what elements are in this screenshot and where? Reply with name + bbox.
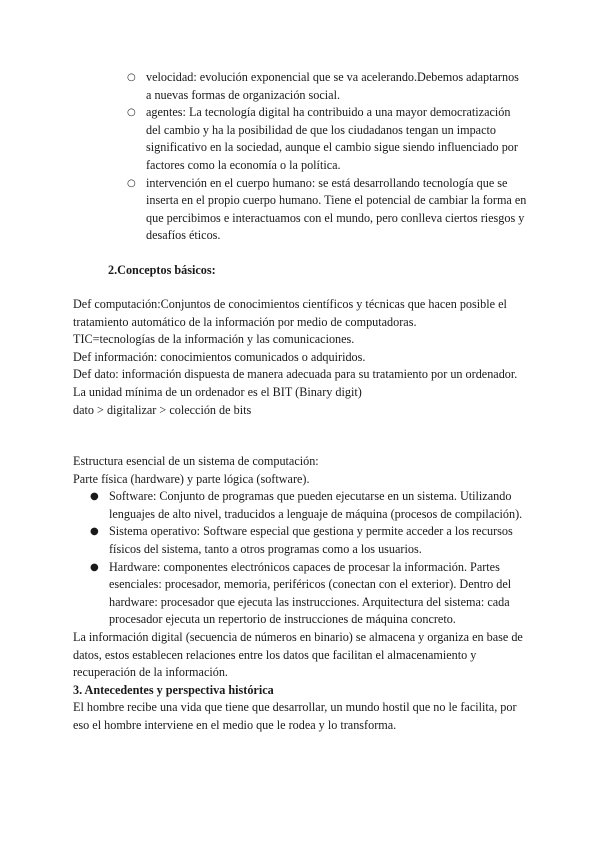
disc-bullet-list — [73, 488, 533, 629]
disc-bullet-icon: ● — [90, 491, 99, 503]
structure-intro: Estructura esencial de un sistema de computación: — [73, 454, 319, 468]
circle-bullet-icon: ○ — [127, 107, 136, 119]
list-item-text: Hardware: componentes electrónicos capaces de procesar la información. Partes esenciales: procesador, memoria, periféricos (conectan con el exterior). Dentro del hardware: procesador que ejecuta las instrucciones. Arquitectura del sistema: cada procesador ejecuta un repertorio de instrucciones de máquina concreto. — [109, 559, 512, 627]
definition-line: TIC=tecnologías de la información y las comunicaciones. — [73, 332, 355, 347]
list-item — [73, 559, 533, 629]
circle-bullet-icon: ○ — [127, 177, 136, 189]
definition-line: Def información: conocimientos comunicados o adquiridos. — [73, 349, 366, 364]
section-3-paragraph: El hombre recibe una vida que tiene que desarrollar, un mundo hostil que no le facilita, por eso el hombre interviene en el medio que le rodea y lo transforma. — [73, 700, 517, 732]
list-item — [73, 523, 533, 558]
list-item-text: Sistema operativo: Software especial que gestiona y permite acceder a los recursos físicos del sistema, tanto a otros programas como a los usuarios. — [109, 524, 513, 556]
circle-bullet-list — [127, 69, 527, 245]
list-item — [127, 175, 527, 245]
circle-bullet-icon: ○ — [127, 72, 136, 83]
definitions-block — [73, 296, 533, 419]
structure-closing: La información digital (secuencia de números en binario) se almacena y organiza en base de datos, estos establecen relaciones entre los datos que facilitan el almacenamiento y recuperación de la información. — [73, 629, 523, 680]
list-item — [73, 488, 533, 523]
definition-line: Def computación:Conjuntos de conocimientos científicos y técnicas que hacen posible el tratamiento automático de la información por medio de computadoras. — [73, 297, 507, 329]
list-item — [127, 69, 527, 104]
disc-bullet-icon: ● — [90, 526, 99, 538]
definition-line: La unidad mínima de un ordenador es el BIT (Binary digit) — [73, 384, 362, 399]
definition-line: Def dato: información dispuesta de manera adecuada para su tratamiento por un ordenador. — [73, 367, 518, 382]
definition-line: dato > digitalizar > colección de bits — [73, 402, 252, 417]
list-item-text: velocidad: evolución exponencial que se va acelerando.Debemos adaptarnos a nuevas formas de organización social. — [146, 70, 519, 102]
structure-intro: Parte física (hardware) y parte lógica (software). — [73, 471, 310, 486]
list-item — [127, 104, 527, 174]
list-item-text: agentes: La tecnología digital ha contribuido a una mayor democratización del cambio y ha la posibilidad de que los ciudadanos tengan un impacto significativo en la sociedad, aunque el cambio sigue siendo influenciado por factores como la economía o la política. — [146, 105, 518, 172]
list-item-text: intervención en el cuerpo humano: se está desarrollando tecnología que se inserta en el propio cuerpo humano. Tiene el potencial de cambiar la forma en que percibimos e interactuamos con el mundo, pero conlleva ciertos riesgos y desafíos éticos. — [146, 175, 527, 243]
list-item-text: Software: Conjunto de programas que pueden ejecutarse en un sistema. Utilizando lenguajes de alto nivel, traducidos a lenguaje de máquina (procesos de compilación). — [109, 489, 523, 521]
section-2-heading: 2.Conceptos básicos: — [108, 263, 216, 277]
structure-block — [73, 453, 533, 735]
disc-bullet-icon: ● — [90, 561, 99, 573]
section-3-heading: 3. Antecedentes y perspectiva histórica — [73, 682, 274, 697]
